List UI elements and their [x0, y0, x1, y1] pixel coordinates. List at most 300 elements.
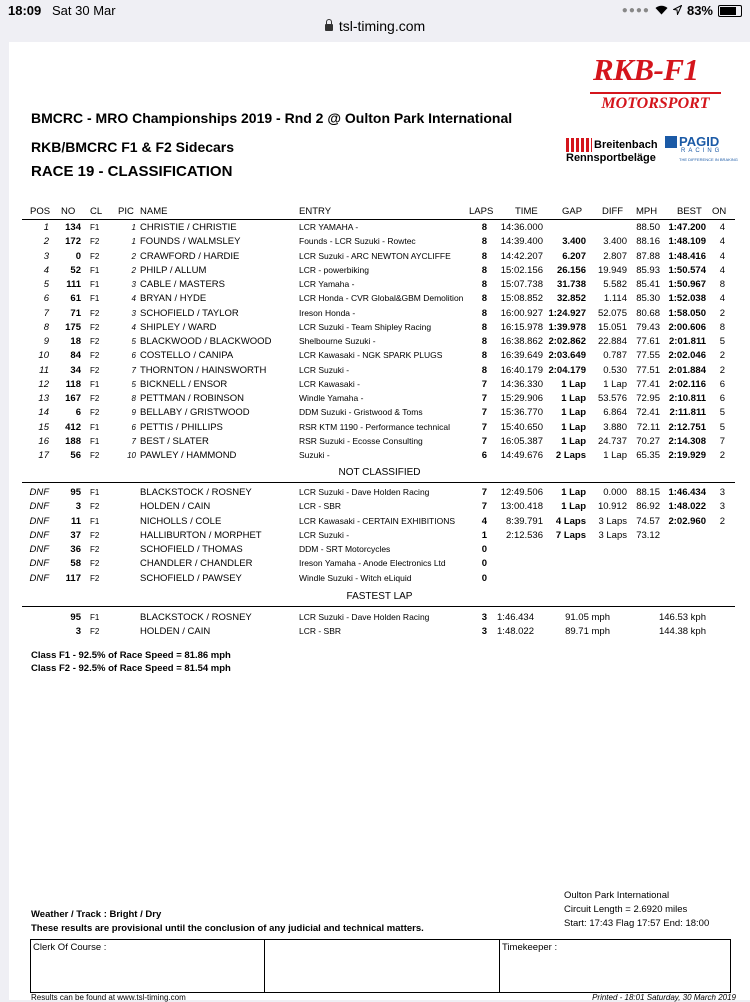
col-diff: DIFF [602, 206, 624, 217]
cell-pos: 9 [43, 336, 49, 347]
cell-time: 8:39.791 [506, 515, 543, 527]
cell-cl: F2 [90, 502, 100, 512]
cell-no: 61 [70, 293, 81, 305]
cell-name: THORNTON / HAINSWORTH [140, 364, 267, 376]
cell-best: 2:12.751 [668, 421, 706, 433]
cell-no: 175 [65, 321, 81, 333]
cell-entry: DDM - SRT Motorcycles [299, 544, 391, 554]
cell-mph: 77.61 [636, 336, 660, 347]
cell-laps: 8 [481, 321, 487, 333]
event-title: BMCRC - MRO Championships 2019 - Rnd 2 @ Oulton Park International [31, 110, 513, 126]
table-row [9, 264, 750, 279]
table-row [9, 292, 750, 307]
cell-name: SCHOFIELD / TAYLOR [140, 307, 239, 319]
cell-best: 2:10.811 [669, 393, 706, 404]
cell-no: 95 [70, 487, 81, 498]
table-row [9, 435, 750, 450]
cell-no: 117 [65, 572, 81, 584]
blank-cell [265, 940, 500, 992]
cell-mph: 77.55 [636, 350, 660, 362]
cell-pic: 6 [131, 422, 136, 432]
cell-best: 1:47.200 [668, 222, 706, 233]
cell-no: 167 [65, 393, 81, 404]
location-icon [673, 3, 682, 18]
race-times: Start: 17:43 Flag 17:57 End: 18:00 [564, 918, 710, 929]
cell-pic: 9 [131, 408, 136, 418]
cell-on: 3 [719, 487, 725, 498]
series-title: RKB/BMCRC F1 & F2 Sidecars [31, 139, 235, 155]
cell-best: 2:11.811 [669, 407, 706, 419]
circuit-name: Oulton Park International [564, 890, 670, 901]
timekeeper-label: Timekeeper : [502, 942, 558, 953]
table-row [9, 278, 750, 293]
cell-no: 56 [70, 450, 81, 461]
cell-no: 134 [65, 222, 81, 233]
cell-gap: 4 Laps [555, 515, 586, 527]
cell-best: 1:50.967 [668, 279, 706, 290]
cell-gap: 31.738 [556, 279, 586, 290]
cell-laps: 8 [481, 350, 487, 362]
cell-cl: F2 [90, 530, 100, 540]
cell-laps: 0 [481, 558, 487, 570]
cell-name: BEST / SLATER [140, 435, 209, 447]
cell-no: 412 [65, 421, 81, 433]
cell-entry: Founds - LCR Suzuki - Rowtec [299, 236, 416, 247]
cell-mph: 88.15 [636, 487, 660, 498]
cell-diff: 52.075 [597, 307, 627, 319]
cell-name: SHIPLEY / WARD [140, 321, 217, 333]
cell-pos: 17 [38, 450, 49, 461]
cell-name: CHRISTIE / CHRISTIE [140, 222, 237, 233]
cell-no: 6 [75, 407, 81, 419]
cell-pos: 12 [38, 378, 49, 390]
cell-pic: 4 [131, 322, 136, 332]
cell-best: 2:19.929 [668, 450, 706, 461]
lock-icon [325, 24, 333, 31]
cell-entry: Ireson Honda - [299, 307, 356, 318]
printed-time: Printed - 18:01 Saturday, 30 March 2019 [592, 993, 736, 1002]
cell-pos: 4 [43, 264, 49, 276]
cell-pos: 16 [38, 435, 49, 447]
cell-time: 2:12.536 [506, 529, 543, 541]
cell-gap: 26.156 [556, 264, 586, 276]
cell-on: 5 [719, 407, 725, 419]
cell-mph: 79.43 [636, 321, 660, 333]
pagid-mark-icon [665, 136, 677, 148]
table-row [9, 235, 750, 250]
battery-percent: 83% [686, 3, 713, 18]
table-row [9, 335, 750, 350]
cell-pos: 5 [43, 279, 49, 290]
table-row [9, 557, 750, 572]
cell-pic: 6 [131, 351, 136, 361]
cell-name: HOLDEN / CAIN [140, 626, 211, 637]
cell-best: 2:02.116 [669, 378, 706, 390]
cell-pic: 3 [131, 280, 136, 289]
cell-laps: 7 [481, 487, 487, 498]
cell-pos: 14 [38, 407, 49, 419]
cell-entry: LCR Suzuki - Dave Holden Racing [299, 612, 430, 622]
col-gap: GAP [562, 206, 583, 217]
cell-best: 2:00.606 [668, 321, 706, 333]
cell-laps: 8 [481, 250, 487, 262]
cell-pic: 2 [131, 265, 136, 275]
cell-mph: 88.16 [636, 236, 660, 248]
battery-icon [718, 5, 742, 17]
cell-on: 2 [719, 515, 725, 527]
cell-time: 15:08.852 [500, 293, 543, 305]
cell-no: 95 [70, 612, 81, 623]
table-row [9, 378, 750, 393]
cell-laps: 8 [481, 279, 487, 290]
cell-mph: 80.68 [636, 307, 660, 319]
cell-no: 3 [75, 626, 81, 637]
cell-on: 4 [719, 236, 725, 248]
cell-no: 172 [65, 236, 81, 248]
cell-cl: F2 [90, 573, 100, 583]
cell-time: 14:36.330 [500, 378, 543, 390]
cell-diff: 24.737 [597, 435, 627, 447]
circuit-length: Circuit Length = 2.6920 miles [564, 904, 688, 915]
cell-pic: 5 [131, 337, 136, 346]
cell-cl: F2 [90, 322, 100, 332]
cell-laps: 7 [481, 421, 487, 433]
pagid-sub: RACING [681, 148, 723, 154]
cell-name: COSTELLO / CANIPA [140, 350, 234, 362]
cell-mph: 77.51 [636, 364, 660, 376]
cell-laps: 7 [481, 407, 487, 419]
clerk-label: Clerk Of Course : [33, 942, 107, 953]
cell-entry: DDM Suzuki - Gristwood & Toms [299, 407, 423, 418]
cell-cl: F2 [90, 545, 100, 554]
cell-no: 111 [66, 279, 81, 290]
cell-laps: 0 [481, 544, 487, 555]
breitenbach-bars-icon [566, 138, 592, 152]
cell-laps: 8 [481, 264, 487, 276]
cell-laps: 7 [481, 393, 487, 404]
cell-diff: 1 Lap [603, 450, 627, 461]
cell-name: SCHOFIELD / THOMAS [140, 544, 243, 555]
cell-best: 1:46.434 [668, 487, 706, 498]
cell-time: 14:36.000 [500, 222, 543, 233]
cell-on: 6 [719, 378, 725, 390]
clock: 18:09 [8, 3, 42, 18]
cell-pic: 1 [131, 223, 136, 232]
col-cl: CL [90, 206, 103, 217]
cell-diff: 2.807 [603, 250, 627, 262]
cell-gap: 1 Lap [561, 435, 586, 447]
cell-entry: LCR Suzuki - Dave Holden Racing [299, 487, 430, 497]
cell-gap: 1:24.927 [548, 307, 586, 319]
cell-entry: Windle Yamaha - [299, 393, 364, 403]
cell-mph: 73.12 [636, 529, 660, 541]
cell-entry: LCR - powerbiking [299, 264, 369, 275]
cell-on: 6 [719, 393, 725, 404]
cell-entry: LCR Kawasaki - NGK SPARK PLUGS [299, 350, 443, 361]
cell-diff: 0.000 [603, 487, 627, 498]
cell-name: PHILP / ALLUM [140, 264, 207, 276]
cell-name: CABLE / MASTERS [140, 279, 225, 290]
cell-mph: 65.35 [636, 450, 660, 461]
cell-on: 4 [719, 264, 725, 276]
table-row [9, 625, 750, 640]
cell-pic: 1 [131, 237, 136, 247]
cell-diff: 10.912 [597, 501, 627, 513]
weather: Weather / Track : Bright / Dry [31, 909, 162, 920]
url-text[interactable]: tsl-timing.com [338, 18, 426, 34]
cell-entry: LCR - SBR [299, 501, 342, 512]
pagid-tagline: THE DIFFERENCE IN BRAKING [679, 157, 738, 162]
cell-laps: 8 [481, 364, 487, 376]
cell-gap: 2:04.179 [548, 364, 586, 376]
cell-entry: Windle Suzuki - Witch eLiquid [299, 572, 412, 583]
cell-best: 1:50.574 [668, 264, 706, 276]
col-laps: LAPS [469, 206, 494, 217]
date: Sat 30 Mar [52, 3, 116, 18]
cell-time: 14:49.676 [500, 450, 543, 461]
table-row [9, 611, 750, 626]
cell-laps: 8 [481, 293, 487, 305]
cell-no: 188 [65, 435, 81, 447]
cell-pic: 3 [131, 308, 136, 318]
cell-gap: 1 Lap [561, 378, 586, 390]
cell-time: 15:07.738 [500, 279, 543, 290]
col-entry: ENTRY [299, 206, 332, 217]
cell-cl: F2 [90, 451, 100, 460]
cell-lap: 3 [481, 612, 487, 623]
cell-entry: LCR YAMAHA - [299, 222, 359, 232]
class-note-f1: Class F1 - 92.5% of Race Speed = 81.86 mph [31, 650, 231, 661]
cell-gap: 6.207 [562, 250, 586, 262]
col-best: BEST [677, 206, 702, 217]
cell-gap: 3.400 [562, 236, 586, 248]
cell-name: PETTMAN / ROBINSON [140, 393, 244, 404]
cell-time: 15:40.650 [500, 421, 543, 433]
cell-on: 7 [719, 435, 725, 447]
cell-laps: 8 [481, 307, 487, 319]
cell-gap: 2 Laps [555, 450, 586, 461]
cell-time: 15:36.770 [500, 407, 543, 419]
cell-time: 14:39.400 [500, 236, 543, 248]
cell-laps: 6 [481, 450, 487, 461]
cell-gap: 1:39.978 [548, 321, 586, 333]
cell-no: 3 [75, 501, 81, 513]
table-row [9, 392, 750, 407]
header-divider [22, 219, 735, 220]
breitenbach-tagline: Rennsportbeläge [566, 152, 656, 164]
cell-entry: LCR Suzuki - [299, 364, 350, 375]
cell-entry: LCR Suzuki - ARC NEWTON AYCLIFFE [299, 250, 451, 261]
cell-pos: DNF [29, 487, 49, 498]
cell-cl: F1 [90, 516, 100, 526]
cell-mph: 86.92 [636, 501, 660, 513]
table-row [9, 421, 750, 436]
cell-entry: RSR Suzuki - Ecosse Consulting [299, 435, 423, 446]
address-bar[interactable] [0, 18, 750, 38]
pagid-name: PAGID [679, 134, 720, 149]
cell-diff: 15.051 [597, 321, 627, 333]
cell-diff: 3.400 [603, 236, 627, 248]
cell-name: CHANDLER / CHANDLER [140, 558, 253, 570]
cell-diff: 1 Lap [603, 378, 627, 390]
cell-time: 16:05.387 [500, 435, 543, 447]
table-row [9, 515, 750, 530]
results-document [9, 42, 750, 1000]
cell-time: 13:00.418 [500, 501, 543, 513]
cell-on: 4 [719, 222, 725, 233]
cell-time: 16:00.927 [500, 307, 543, 319]
cell-pos: DNF [29, 572, 49, 584]
cell-pos: DNF [29, 515, 49, 527]
cell-gap: 1 Lap [561, 407, 586, 419]
fastest-lap-title: FASTEST LAP [346, 591, 413, 602]
cell-entry: LCR Kawasaki - [299, 378, 360, 389]
col-pic: PIC [118, 206, 134, 217]
cell-cl: F2 [90, 365, 100, 375]
table-row [9, 449, 750, 464]
cell-laps: 0 [481, 572, 487, 584]
signature-box [30, 939, 731, 993]
cell-laps: 7 [481, 378, 487, 390]
cell-laps: 8 [481, 236, 487, 248]
rkb-logo: RKB-F1 [593, 52, 699, 87]
cell-time: 14:42.207 [500, 250, 543, 262]
cell-no: 71 [70, 307, 81, 319]
cell-pic: 7 [131, 436, 136, 446]
table-row [9, 406, 750, 421]
cell-laps: 7 [481, 435, 487, 447]
cell-entry: LCR - SBR [299, 626, 342, 636]
cell-entry: LCR Yamaha - [299, 279, 355, 289]
cell-on: 5 [719, 421, 725, 433]
cell-diff: 0.787 [603, 350, 627, 362]
cell-time: 15:02.156 [500, 264, 543, 276]
cell-gap: 1 Lap [561, 501, 586, 513]
table-header [9, 206, 750, 220]
cell-no: 52 [70, 264, 81, 276]
cell-no: 34 [70, 364, 81, 376]
table-row [9, 486, 750, 501]
cell-cl: F2 [90, 394, 100, 403]
cell-entry: LCR Kawasaki - CERTAIN EXHIBITIONS [299, 515, 456, 526]
cell-mph: 89.71 mph [565, 626, 610, 637]
cell-best: 1:48.416 [668, 250, 706, 262]
cell-best: 1:48.022 [668, 501, 706, 513]
cell-best: 2:14.308 [668, 435, 706, 447]
cell-on: 4 [719, 250, 725, 262]
cell-time: 1:48.022 [497, 626, 534, 637]
class-note-f2: Class F2 - 92.5% of Race Speed = 81.54 mph [31, 663, 231, 674]
cell-pic: 7 [131, 365, 136, 375]
cell-name: PAWLEY / HAMMOND [140, 450, 237, 461]
cell-laps: 4 [481, 515, 487, 527]
cell-gap: 2:03.649 [548, 350, 586, 362]
cell-entry: Ireson Yamaha - Anode Electronics Ltd [299, 558, 446, 569]
cell-on: 8 [719, 321, 725, 333]
cell-gap: 7 Laps [555, 529, 586, 541]
cell-cl: F1 [90, 265, 100, 275]
table-row [9, 307, 750, 322]
fastest-lap-divider [22, 606, 735, 607]
col-pos: POS [30, 206, 51, 217]
cell-pic: 5 [131, 379, 136, 389]
cell-pic: 4 [131, 294, 136, 304]
cell-on: 2 [719, 364, 725, 376]
cell-name: BLACKWOOD / BLACKWOOD [140, 336, 272, 347]
cell-kph: 144.38 kph [658, 626, 706, 637]
cell-best: 2:01.884 [668, 364, 706, 376]
cell-pos: 3 [43, 250, 49, 262]
cell-best: 1:58.050 [668, 307, 706, 319]
breitenbach-name: Breitenbach [594, 139, 658, 151]
cell-mph: 72.11 [636, 421, 660, 433]
not-classified-divider [22, 482, 735, 483]
cell-pos: 15 [38, 421, 49, 433]
cell-cl: F1 [90, 294, 100, 304]
cell-on: 2 [719, 307, 725, 319]
cell-name: HALLIBURTON / MORPHET [140, 529, 262, 541]
cell-pic: 8 [131, 394, 136, 403]
cell-cl: F2 [90, 408, 100, 418]
cell-pic: 10 [127, 451, 136, 460]
cell-name: BLACKSTOCK / ROSNEY [140, 612, 252, 623]
cell-mph: 85.41 [636, 279, 660, 290]
cell-laps: 1 [481, 529, 487, 541]
cell-pic: 2 [131, 251, 136, 261]
cell-gap: 1 Lap [561, 393, 586, 404]
cell-no: 58 [70, 558, 81, 570]
cell-time: 16:40.179 [500, 364, 543, 376]
status-icons [622, 3, 742, 18]
results-link[interactable]: Results can be found at www.tsl-timing.com [31, 993, 186, 1002]
cell-pos: 10 [38, 350, 49, 362]
cell-mph: 72.95 [636, 393, 660, 404]
cell-entry: RSR KTM 1190 - Performance technical [299, 421, 451, 432]
cell-mph: 88.50 [636, 222, 660, 233]
cell-on: 3 [719, 501, 725, 513]
table-row [9, 529, 750, 544]
table-row [9, 221, 750, 236]
cell-mph: 87.88 [636, 250, 660, 262]
cell-mph: 85.93 [636, 264, 660, 276]
cell-cl: F2 [90, 308, 100, 318]
cell-diff: 1.114 [603, 293, 627, 305]
cell-no: 18 [70, 336, 81, 347]
table-row [9, 250, 750, 265]
cell-diff: 19.949 [597, 264, 627, 276]
cell-diff: 3.880 [603, 421, 627, 433]
cell-laps: 8 [481, 336, 487, 347]
cell-pos: 13 [38, 393, 49, 404]
cell-pos: 8 [43, 321, 49, 333]
cell-best: 2:02.046 [668, 350, 706, 362]
cell-mph: 77.41 [636, 378, 660, 390]
cell-diff: 5.582 [603, 279, 627, 290]
provisional-note: These results are provisional until the conclusion of any judicial and technical matters. [31, 923, 424, 934]
cell-name: SCHOFIELD / PAWSEY [140, 572, 242, 584]
not-classified-title: NOT CLASSIFIED [338, 467, 421, 478]
cell-no: 37 [70, 529, 81, 541]
cell-pos: 11 [39, 364, 49, 376]
cell-pos: DNF [29, 558, 49, 570]
motorsport-logo: MOTORSPORT [590, 92, 721, 114]
cell-time: 16:38.862 [500, 336, 543, 347]
cell-name: BICKNELL / ENSOR [140, 378, 228, 390]
cell-name: BRYAN / HYDE [140, 293, 207, 305]
cell-name: CRAWFORD / HARDIE [140, 250, 240, 262]
cell-gap: 1 Lap [561, 487, 586, 498]
signal-dots-icon: ●●●● [621, 5, 650, 16]
